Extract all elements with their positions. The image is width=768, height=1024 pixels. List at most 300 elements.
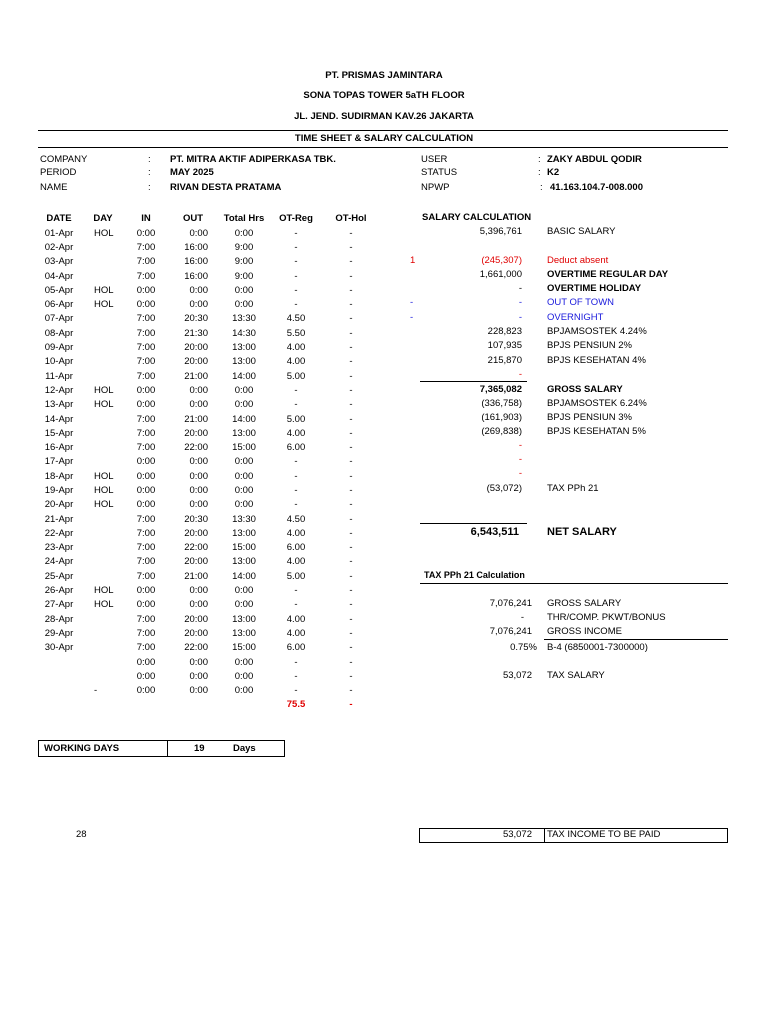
total-hrs-cell: 0:00 bbox=[234, 670, 254, 682]
in-cell: 0:00 bbox=[136, 399, 156, 411]
date-cell bbox=[38, 669, 80, 683]
ot-reg-cell: 4.00 bbox=[286, 356, 306, 368]
ot-reg-cell: - bbox=[294, 227, 298, 239]
ot-reg-cell: - bbox=[294, 585, 298, 597]
total-hrs-cell: 15:00 bbox=[232, 542, 256, 554]
timesheet-row bbox=[38, 641, 378, 655]
total-hrs-cell: 15:00 bbox=[232, 442, 256, 454]
date-cell: 21-Apr bbox=[44, 513, 74, 525]
out-cell: 21:00 bbox=[184, 413, 208, 425]
timesheet-row bbox=[38, 412, 378, 426]
ot-hol-cell: - bbox=[349, 413, 353, 425]
total-hrs-cell: 9:00 bbox=[234, 241, 254, 253]
ot-hol-cell: - bbox=[349, 484, 353, 496]
overtime-regular-value: 1,661,000 bbox=[479, 269, 522, 280]
ot-reg-cell: 5.00 bbox=[286, 370, 306, 382]
day-cell bbox=[80, 512, 126, 526]
timesheet-row bbox=[38, 669, 378, 683]
in-cell: 7:00 bbox=[136, 356, 156, 368]
header-day: DAY bbox=[93, 212, 113, 224]
deduct-absent-label: Deduct absent bbox=[547, 255, 609, 266]
out-cell: 0:00 bbox=[189, 685, 208, 697]
timesheet-row bbox=[38, 612, 378, 626]
out-cell: 0:00 bbox=[189, 670, 208, 682]
ot-hol-cell: - bbox=[349, 342, 353, 354]
timesheet-row bbox=[38, 583, 378, 597]
ot-reg-cell: 4.00 bbox=[286, 613, 306, 625]
company-label: COMPANY bbox=[40, 154, 88, 165]
out-cell: 21:00 bbox=[184, 570, 208, 582]
total-hrs-cell: 0:00 bbox=[234, 685, 254, 697]
colon: : bbox=[538, 154, 541, 165]
timesheet-row bbox=[38, 355, 378, 369]
ot-hol-cell: - bbox=[349, 656, 353, 668]
ot-hol-cell: - bbox=[349, 370, 353, 382]
timesheet-row bbox=[38, 297, 378, 311]
deduct-absent-value: (245,307) bbox=[481, 255, 522, 266]
in-cell: 0:00 bbox=[136, 456, 156, 468]
total-hrs-cell: 0:00 bbox=[234, 470, 254, 482]
date-cell: 30-Apr bbox=[44, 642, 74, 654]
date-cell: 23-Apr bbox=[44, 542, 74, 554]
in-cell: 7:00 bbox=[136, 370, 156, 382]
ot-reg-cell: - bbox=[294, 499, 298, 511]
date-cell: 02-Apr bbox=[44, 241, 74, 253]
out-cell: 16:00 bbox=[184, 241, 208, 253]
bpjamsostek-allowance-label: BPJAMSOSTEK 4.24% bbox=[547, 326, 647, 337]
ot-reg-cell: 4.50 bbox=[286, 513, 306, 525]
date-cell: 18-Apr bbox=[44, 470, 74, 482]
date-cell: 10-Apr bbox=[44, 356, 74, 368]
day-cell: HOL bbox=[94, 585, 114, 597]
out-cell: 0:00 bbox=[189, 470, 208, 482]
overnight-value: - bbox=[518, 312, 522, 323]
out-cell: 20:00 bbox=[184, 427, 208, 439]
day-cell bbox=[80, 526, 126, 540]
date-cell: 05-Apr bbox=[44, 284, 74, 296]
ot-hol-cell: - bbox=[349, 256, 353, 268]
thr-value: - bbox=[520, 612, 524, 623]
timesheet-total-row bbox=[38, 698, 378, 712]
blank-line-value: - bbox=[518, 468, 522, 479]
npwp-value: 41.163.104.7-008.000 bbox=[550, 182, 643, 193]
timesheet-row bbox=[38, 512, 378, 526]
ot-hol-cell: - bbox=[349, 456, 353, 468]
day-cell bbox=[80, 669, 126, 683]
timesheet-row bbox=[38, 526, 378, 540]
timesheet-row bbox=[38, 455, 378, 469]
colon: : bbox=[540, 182, 543, 193]
tax-salary-value: 53,072 bbox=[502, 670, 532, 681]
timesheet-row bbox=[38, 240, 378, 254]
npwp-label: NPWP bbox=[421, 182, 450, 193]
ot-hol-cell: - bbox=[349, 513, 353, 525]
tax-pph21-value: (53,072) bbox=[486, 483, 522, 494]
net-salary-value: 6,543,511 bbox=[470, 526, 519, 538]
in-cell: 0:00 bbox=[136, 499, 156, 511]
total-hrs-cell: 13:00 bbox=[232, 356, 256, 368]
timesheet-row bbox=[38, 498, 378, 512]
date-cell: 06-Apr bbox=[44, 299, 74, 311]
out-cell: 20:00 bbox=[184, 627, 208, 639]
gross-salary-value: 7,365,082 bbox=[479, 384, 522, 395]
ot-reg-cell: - bbox=[294, 241, 298, 253]
total-hrs-cell: 13:00 bbox=[232, 613, 256, 625]
working-days-label: WORKING DAYS bbox=[44, 743, 120, 754]
tax-salary-label: TAX SALARY bbox=[547, 670, 605, 681]
out-cell: 0:00 bbox=[189, 299, 208, 311]
ot-reg-cell: 5.00 bbox=[286, 413, 306, 425]
total-hrs-cell: 0:00 bbox=[234, 499, 254, 511]
name-value: RIVAN DESTA PRATAMA bbox=[170, 182, 282, 193]
deduct-days-count: 1 bbox=[410, 255, 416, 266]
salary-heading: SALARY CALCULATION bbox=[422, 212, 532, 223]
building-header: SONA TOPAS TOWER 5aTH FLOOR bbox=[303, 90, 465, 101]
out-cell: 22:00 bbox=[184, 542, 208, 554]
ot-reg-cell: 4.00 bbox=[286, 342, 306, 354]
total-hrs-cell: 0:00 bbox=[234, 299, 254, 311]
out-cell: 0:00 bbox=[189, 399, 208, 411]
day-cell: HOL bbox=[94, 484, 114, 496]
total-hrs-cell: 13:30 bbox=[232, 313, 256, 325]
timesheet-row bbox=[38, 312, 378, 326]
in-cell: 7:00 bbox=[136, 513, 156, 525]
total-hrs-cell: 0:00 bbox=[234, 585, 254, 597]
ot-reg-cell: 4.00 bbox=[286, 556, 306, 568]
ot-hol-cell: - bbox=[349, 527, 353, 539]
date-cell: 19-Apr bbox=[44, 484, 74, 496]
day-cell: HOL bbox=[94, 399, 114, 411]
ot-reg-cell: 4.50 bbox=[286, 313, 306, 325]
out-of-town-count: - bbox=[410, 297, 414, 308]
header-total-hrs: Total Hrs bbox=[223, 212, 265, 224]
bpjamsostek-deduction-label: BPJAMSOSTEK 6.24% bbox=[547, 398, 647, 409]
ot-hol-cell: - bbox=[349, 585, 353, 597]
in-cell: 7:00 bbox=[136, 342, 156, 354]
status-value: K2 bbox=[547, 167, 560, 178]
ot-reg-cell: - bbox=[294, 299, 298, 311]
overnight-label: OVERNIGHT bbox=[547, 312, 604, 323]
bpjs-kesehatan-allowance-value: 215,870 bbox=[487, 355, 522, 366]
out-cell: 21:30 bbox=[184, 327, 208, 339]
date-cell: 09-Apr bbox=[44, 342, 74, 354]
tax-bracket-label: B-4 (6850001-7300000) bbox=[547, 642, 648, 653]
ot-reg-cell: 4.00 bbox=[286, 627, 306, 639]
timesheet-row bbox=[38, 283, 378, 297]
total-hrs-cell: 0:00 bbox=[234, 284, 254, 296]
day-cell: - bbox=[94, 685, 98, 697]
bpjs-kesehatan-deduction-value: (269,838) bbox=[481, 426, 522, 437]
timesheet-row bbox=[38, 226, 378, 240]
date-cell: 01-Apr bbox=[44, 227, 74, 239]
ot-hol-cell: - bbox=[349, 570, 353, 582]
total-hrs-cell: 0:00 bbox=[234, 384, 254, 396]
bpjs-kesehatan-deduction-label: BPJS KESEHATAN 5% bbox=[547, 426, 646, 437]
tax-calc-heading: TAX PPh 21 Calculation bbox=[424, 570, 525, 580]
date-cell: 17-Apr bbox=[44, 456, 74, 468]
total-hrs-cell: 0:00 bbox=[234, 599, 254, 611]
total-hrs-cell: 13:00 bbox=[232, 556, 256, 568]
day-cell: HOL bbox=[94, 470, 114, 482]
date-cell: 24-Apr bbox=[44, 556, 74, 568]
ot-reg-cell: - bbox=[294, 656, 298, 668]
day-cell bbox=[80, 455, 126, 469]
overtime-holiday-label: OVERTIME HOLIDAY bbox=[547, 283, 642, 294]
ot-hol-cell: - bbox=[349, 313, 353, 325]
out-cell: 0:00 bbox=[189, 599, 208, 611]
blank-line-value: - bbox=[518, 454, 522, 465]
in-cell: 0:00 bbox=[136, 585, 156, 597]
day-cell: HOL bbox=[94, 299, 114, 311]
day-cell bbox=[80, 440, 126, 454]
in-cell: 7:00 bbox=[136, 270, 156, 282]
in-cell: 7:00 bbox=[136, 427, 156, 439]
out-cell: 20:00 bbox=[184, 527, 208, 539]
ot-reg-cell: - bbox=[294, 399, 298, 411]
day-cell: HOL bbox=[94, 599, 114, 611]
timesheet-row bbox=[38, 684, 378, 698]
colon: : bbox=[148, 182, 151, 193]
ot-hol-cell: - bbox=[349, 599, 353, 611]
ot-reg-cell: - bbox=[294, 670, 298, 682]
header-date: DATE bbox=[46, 212, 72, 224]
in-cell: 7:00 bbox=[136, 442, 156, 454]
out-cell: 0:00 bbox=[189, 585, 208, 597]
day-cell: HOL bbox=[94, 384, 114, 396]
out-cell: 21:00 bbox=[184, 370, 208, 382]
day-cell bbox=[80, 255, 126, 269]
user-value: ZAKY ABDUL QODIR bbox=[547, 154, 642, 165]
header-ot-hol: OT-Hol bbox=[335, 212, 367, 224]
date-cell: 25-Apr bbox=[44, 570, 74, 582]
in-cell: 7:00 bbox=[136, 570, 156, 582]
ot-hol-cell: - bbox=[349, 327, 353, 339]
basic-salary-value: 5,396,761 bbox=[479, 226, 522, 237]
out-cell: 20:00 bbox=[184, 342, 208, 354]
date-cell bbox=[38, 684, 80, 698]
ot-reg-cell: 5.50 bbox=[286, 327, 306, 339]
thr-label: THR/COMP. PKWT/BONUS bbox=[547, 612, 666, 623]
total-hrs-cell: 9:00 bbox=[234, 270, 254, 282]
in-cell: 7:00 bbox=[136, 413, 156, 425]
in-cell: 0:00 bbox=[136, 599, 156, 611]
blank-line-value: - bbox=[518, 440, 522, 451]
timesheet-header-row bbox=[38, 210, 378, 226]
in-cell: 0:00 bbox=[136, 484, 156, 496]
timesheet-row bbox=[38, 626, 378, 640]
day-cell bbox=[80, 326, 126, 340]
timesheet-row bbox=[38, 541, 378, 555]
in-cell: 7:00 bbox=[136, 327, 156, 339]
timesheet-row bbox=[38, 655, 378, 669]
date-cell: 15-Apr bbox=[44, 427, 74, 439]
date-cell: 03-Apr bbox=[44, 256, 74, 268]
bpjamsostek-allowance-value: 228,823 bbox=[487, 326, 522, 337]
in-cell: 0:00 bbox=[136, 670, 156, 682]
out-cell: 20:00 bbox=[184, 556, 208, 568]
date-cell: 29-Apr bbox=[44, 627, 74, 639]
tax-income-to-be-paid-value: 53,072 bbox=[502, 829, 532, 840]
ot-hol-cell: - bbox=[349, 470, 353, 482]
date-cell: 12-Apr bbox=[44, 384, 74, 396]
header-ot-reg: OT-Reg bbox=[279, 212, 313, 224]
date-cell: 13-Apr bbox=[44, 399, 74, 411]
total-hrs-cell: 15:00 bbox=[232, 642, 256, 654]
date-cell: 22-Apr bbox=[44, 527, 74, 539]
overtime-regular-label: OVERTIME REGULAR DAY bbox=[547, 269, 669, 280]
working-days-value: 19 bbox=[194, 743, 205, 754]
ot-reg-cell: 6.00 bbox=[286, 642, 306, 654]
timesheet-row bbox=[38, 398, 378, 412]
ot-reg-cell: 4.00 bbox=[286, 527, 306, 539]
total-ot-reg: 75.5 bbox=[286, 699, 306, 711]
ot-hol-cell: - bbox=[349, 399, 353, 411]
basic-salary-label: BASIC SALARY bbox=[547, 226, 616, 237]
total-hrs-cell: 0:00 bbox=[234, 227, 254, 239]
sheet-title: TIME SHEET & SALARY CALCULATION bbox=[294, 133, 474, 144]
ot-hol-cell: - bbox=[349, 542, 353, 554]
timesheet-row bbox=[38, 555, 378, 569]
colon: : bbox=[148, 154, 151, 165]
in-cell: 0:00 bbox=[136, 656, 156, 668]
tax-calc-rule bbox=[420, 583, 728, 584]
ot-hol-cell: - bbox=[349, 241, 353, 253]
out-of-town-label: OUT OF TOWN bbox=[547, 297, 615, 308]
in-cell: 7:00 bbox=[136, 613, 156, 625]
timesheet-row bbox=[38, 369, 378, 383]
in-cell: 0:00 bbox=[136, 384, 156, 396]
ot-hol-cell: - bbox=[349, 442, 353, 454]
period-label: PERIOD bbox=[40, 167, 77, 178]
working-days-unit: Days bbox=[233, 743, 256, 754]
ot-hol-cell: - bbox=[349, 227, 353, 239]
total-hrs-cell: 14:30 bbox=[232, 327, 256, 339]
timesheet-row bbox=[38, 326, 378, 340]
total-hrs-cell: 14:00 bbox=[232, 370, 256, 382]
date-cell: 11-Apr bbox=[45, 370, 73, 382]
timesheet-row bbox=[38, 440, 378, 454]
ot-reg-cell: - bbox=[294, 685, 298, 697]
title-top-rule bbox=[38, 130, 728, 131]
ot-hol-cell: - bbox=[349, 642, 353, 654]
in-cell: 0:00 bbox=[136, 685, 156, 697]
footer-number: 28 bbox=[76, 829, 87, 840]
company-header: PT. PRISMAS JAMINTARA bbox=[325, 70, 443, 81]
out-cell: 20:30 bbox=[184, 513, 208, 525]
gross-income-label: GROSS INCOME bbox=[547, 626, 622, 637]
ot-hol-cell: - bbox=[349, 670, 353, 682]
status-label: STATUS bbox=[421, 167, 458, 178]
total-hrs-cell: 13:00 bbox=[232, 427, 256, 439]
timesheet-row bbox=[38, 255, 378, 269]
blank-line-value: - bbox=[518, 369, 522, 380]
period-value: MAY 2025 bbox=[170, 167, 214, 178]
in-cell: 7:00 bbox=[136, 241, 156, 253]
in-cell: 7:00 bbox=[136, 642, 156, 654]
total-hrs-cell: 0:00 bbox=[234, 656, 254, 668]
gross-income-rule bbox=[544, 639, 728, 640]
ot-hol-cell: - bbox=[349, 613, 353, 625]
gross-salary-label: GROSS SALARY bbox=[547, 384, 623, 395]
date-cell: 04-Apr bbox=[44, 270, 74, 282]
tax-income-to-be-paid-label: TAX INCOME TO BE PAID bbox=[547, 829, 661, 840]
user-label: USER bbox=[421, 154, 448, 165]
name-label: NAME bbox=[40, 182, 68, 193]
gross-income-value: 7,076,241 bbox=[489, 626, 532, 637]
total-hrs-cell: 14:00 bbox=[232, 413, 256, 425]
in-cell: 0:00 bbox=[136, 227, 156, 239]
tax-rate-value: 0.75% bbox=[510, 642, 537, 653]
company-value: PT. MITRA AKTIF ADIPERKASA TBK. bbox=[170, 154, 336, 165]
timesheet-row bbox=[38, 469, 378, 483]
gross-rule bbox=[420, 381, 527, 382]
bpjs-pensiun-allowance-value: 107,935 bbox=[487, 340, 522, 351]
in-cell: 7:00 bbox=[136, 256, 156, 268]
date-cell: 20-Apr bbox=[44, 499, 74, 511]
total-hrs-cell: 14:00 bbox=[232, 570, 256, 582]
out-cell: 20:30 bbox=[184, 313, 208, 325]
date-cell: 08-Apr bbox=[44, 327, 74, 339]
total-hrs-cell: 13:00 bbox=[232, 527, 256, 539]
working-days-value-cell bbox=[167, 740, 285, 757]
total-hrs-cell: 0:00 bbox=[234, 484, 254, 496]
tax-gross-salary-value: 7,076,241 bbox=[489, 598, 532, 609]
ot-hol-cell: - bbox=[349, 627, 353, 639]
timesheet-row bbox=[38, 340, 378, 354]
ot-reg-cell: 4.00 bbox=[286, 427, 306, 439]
header-in: IN bbox=[141, 212, 151, 224]
date-cell: 16-Apr bbox=[44, 442, 74, 454]
day-cell bbox=[80, 340, 126, 354]
in-cell: 7:00 bbox=[136, 627, 156, 639]
in-cell: 7:00 bbox=[136, 527, 156, 539]
out-cell: 0:00 bbox=[189, 456, 208, 468]
out-of-town-value: - bbox=[518, 297, 522, 308]
in-cell: 0:00 bbox=[136, 470, 156, 482]
date-cell: 28-Apr bbox=[44, 613, 74, 625]
ot-hol-cell: - bbox=[349, 556, 353, 568]
in-cell: 7:00 bbox=[136, 542, 156, 554]
ot-reg-cell: - bbox=[294, 384, 298, 396]
in-cell: 0:00 bbox=[136, 299, 156, 311]
day-cell bbox=[80, 641, 126, 655]
ot-reg-cell: - bbox=[294, 270, 298, 282]
day-cell bbox=[80, 240, 126, 254]
bpjs-pensiun-allowance-label: BPJS PENSIUN 2% bbox=[547, 340, 632, 351]
day-cell: HOL bbox=[94, 499, 114, 511]
day-cell: HOL bbox=[94, 227, 114, 239]
timesheet-row bbox=[38, 426, 378, 440]
tax-pph21-label: TAX PPh 21 bbox=[547, 483, 599, 494]
out-cell: 0:00 bbox=[189, 484, 208, 496]
total-hrs-cell: 0:00 bbox=[234, 456, 254, 468]
header-out: OUT bbox=[182, 212, 204, 224]
date-cell: 27-Apr bbox=[44, 599, 74, 611]
title-bottom-rule bbox=[38, 147, 728, 148]
ot-hol-cell: - bbox=[349, 356, 353, 368]
in-cell: 0:00 bbox=[136, 284, 156, 296]
ot-hol-cell: - bbox=[349, 384, 353, 396]
ot-reg-cell: 5.00 bbox=[286, 570, 306, 582]
bpjs-pensiun-deduction-label: BPJS PENSIUN 3% bbox=[547, 412, 632, 423]
overnight-count: - bbox=[410, 312, 414, 323]
tax-gross-salary-label: GROSS SALARY bbox=[547, 598, 622, 609]
out-cell: 16:00 bbox=[184, 270, 208, 282]
ot-reg-cell: - bbox=[294, 256, 298, 268]
total-hrs-cell: 9:00 bbox=[234, 256, 254, 268]
total-hrs-cell: 0:00 bbox=[234, 399, 254, 411]
ot-hol-cell: - bbox=[349, 284, 353, 296]
